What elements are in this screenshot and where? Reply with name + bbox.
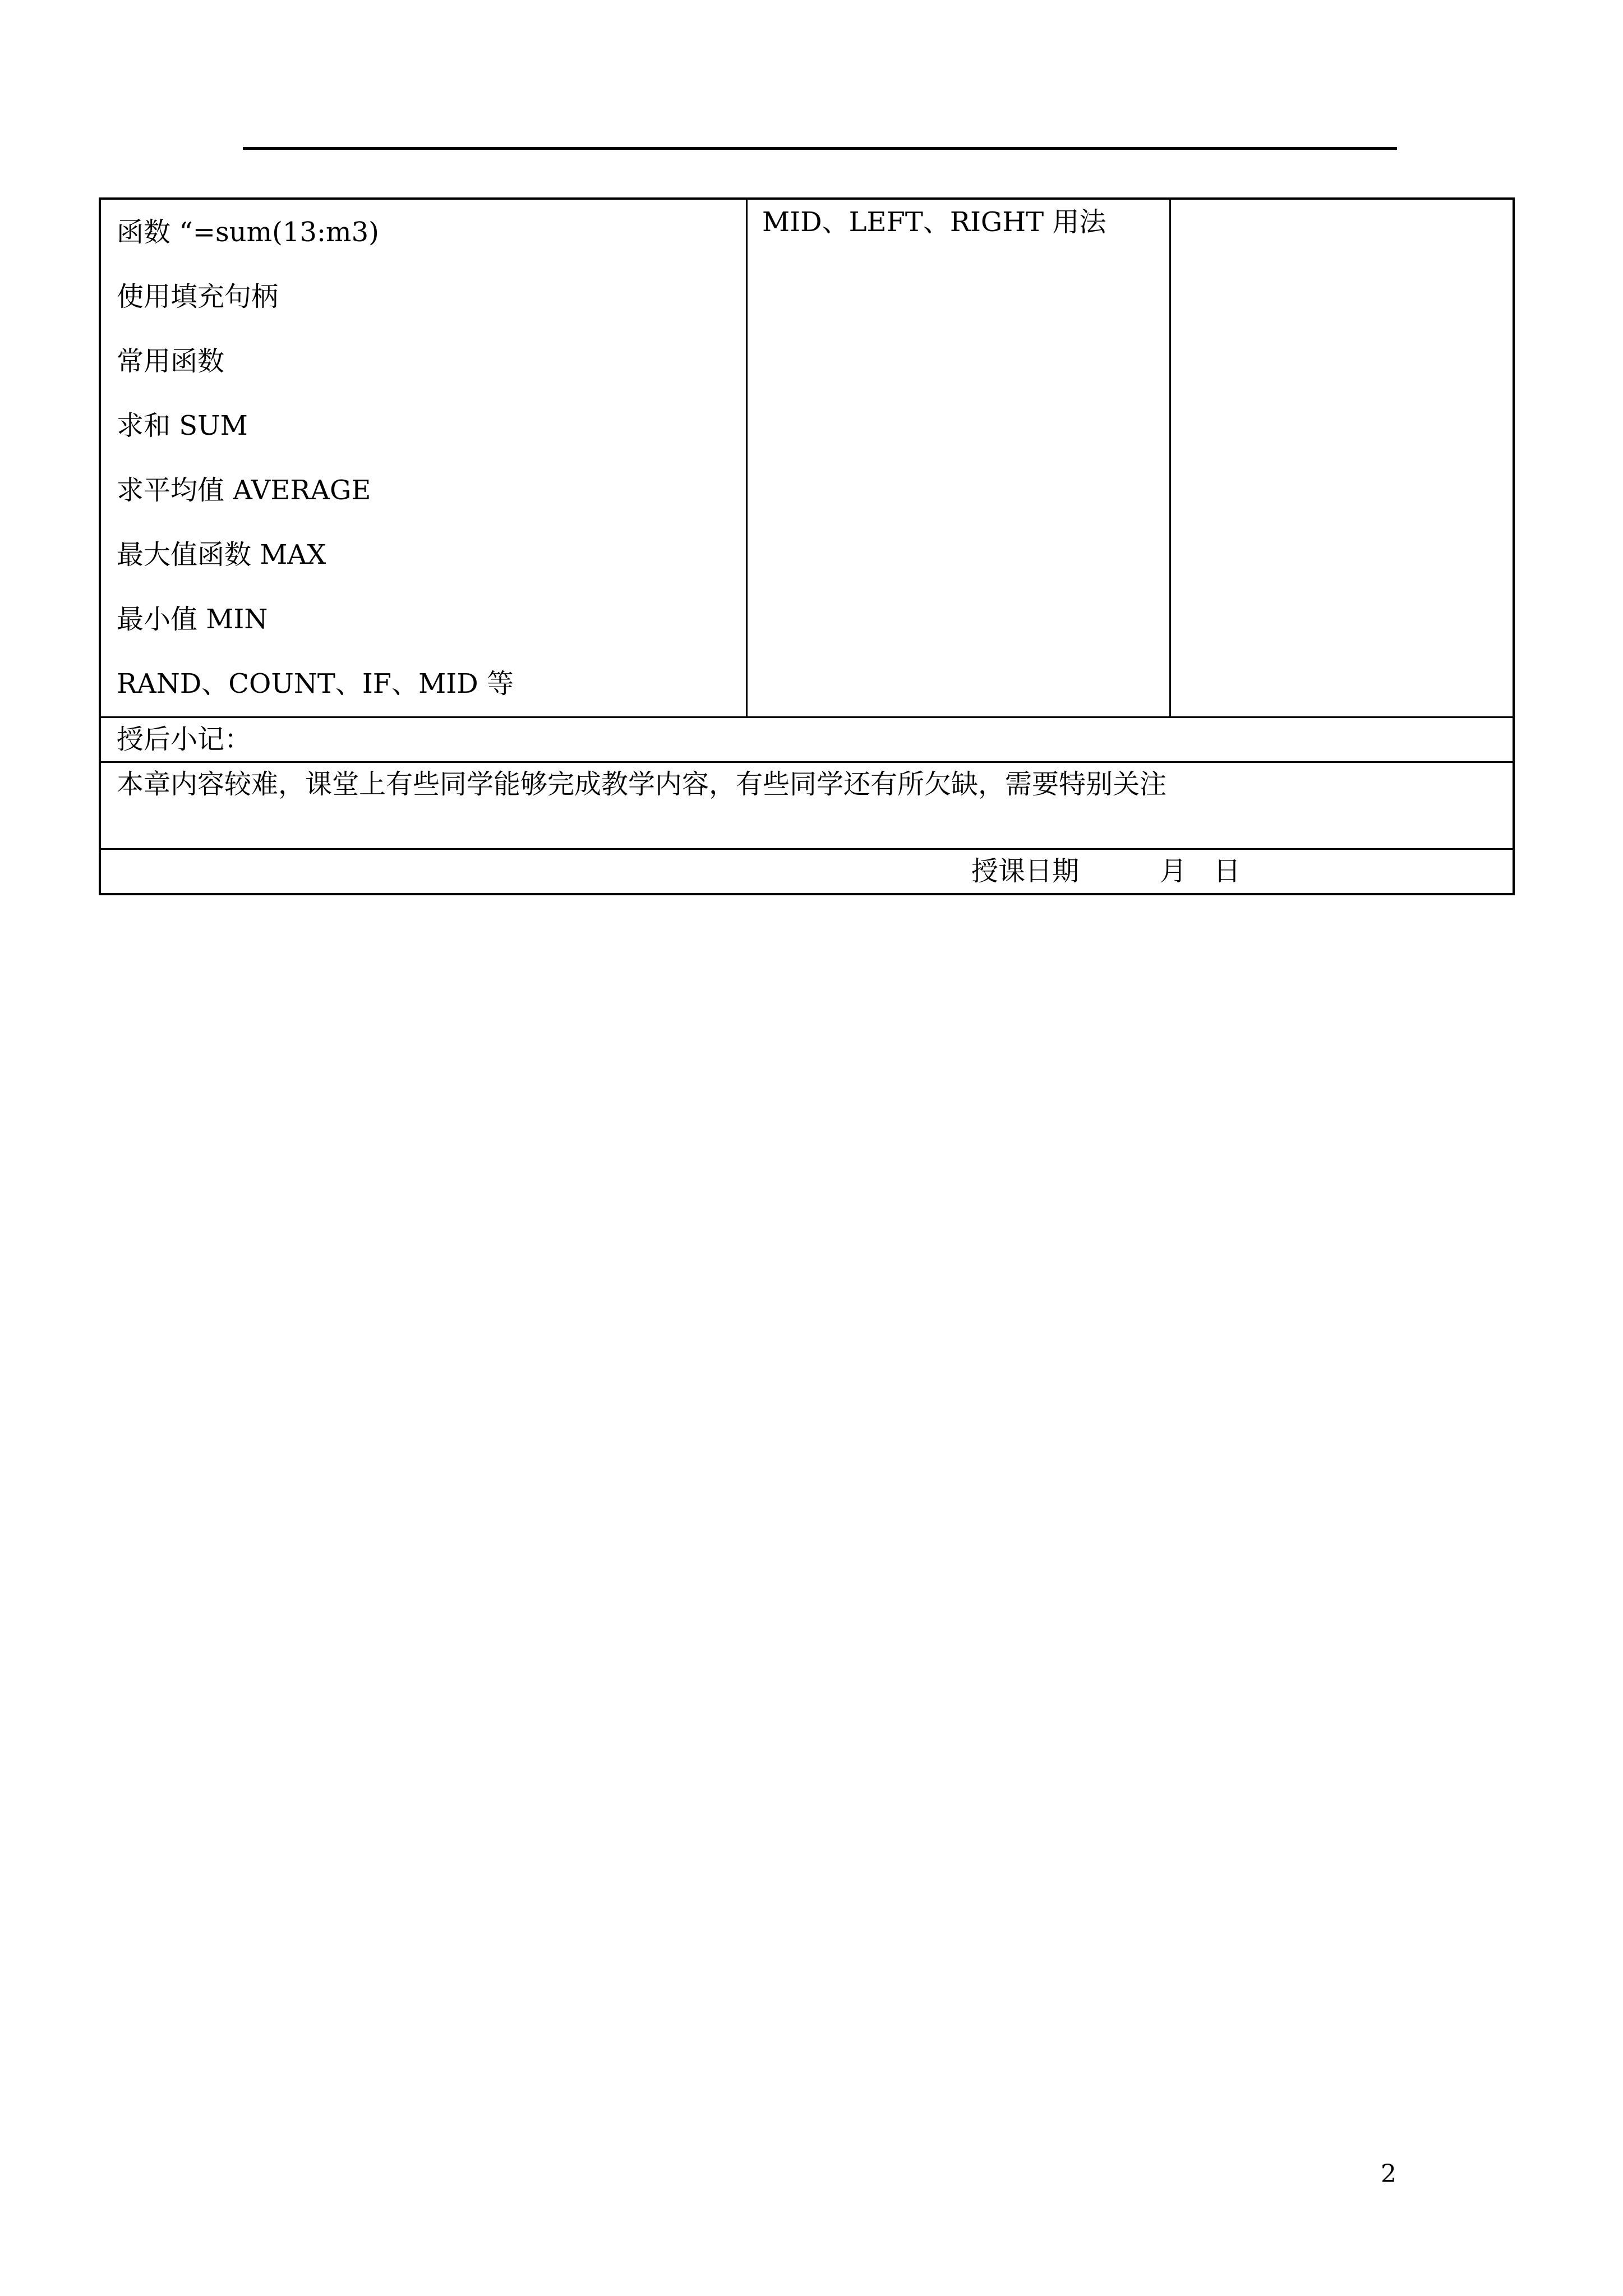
page-number: 2 <box>1381 2160 1396 2188</box>
empty-cell <box>1171 200 1517 716</box>
date-row <box>101 850 1513 895</box>
reflection-text: 本章内容较难，课堂上有些同学能够完成教学内容，有些同学还有所欠缺，需要特别关注 <box>117 769 1167 800</box>
functions-cell <box>101 200 748 716</box>
header-rule <box>243 147 1397 150</box>
functions-line: 常用函数 <box>117 346 225 377</box>
content-row <box>101 200 1513 718</box>
reflection-label: 授后小记： <box>117 724 252 755</box>
functions-line: 最小值 MIN <box>117 604 268 635</box>
functions-line: 求和 SUM <box>117 410 248 441</box>
reflection-label-row <box>101 718 1513 763</box>
reflection-row <box>101 763 1513 850</box>
functions-line: 函数 “=sum(13:m3) <box>117 217 379 248</box>
string-functions-text: MID、LEFT、RIGHT 用法 <box>762 206 1106 238</box>
string-functions-cell <box>748 200 1171 716</box>
lesson-date: 授课日期 月 日 <box>971 855 1241 887</box>
functions-line: RAND、COUNT、IF、MID 等 <box>117 668 514 700</box>
functions-line: 求平均值 AVERAGE <box>117 475 371 506</box>
lesson-table <box>99 197 1515 895</box>
functions-line: 最大值函数 MAX <box>117 539 326 570</box>
functions-line: 使用填充句柄 <box>117 281 279 312</box>
